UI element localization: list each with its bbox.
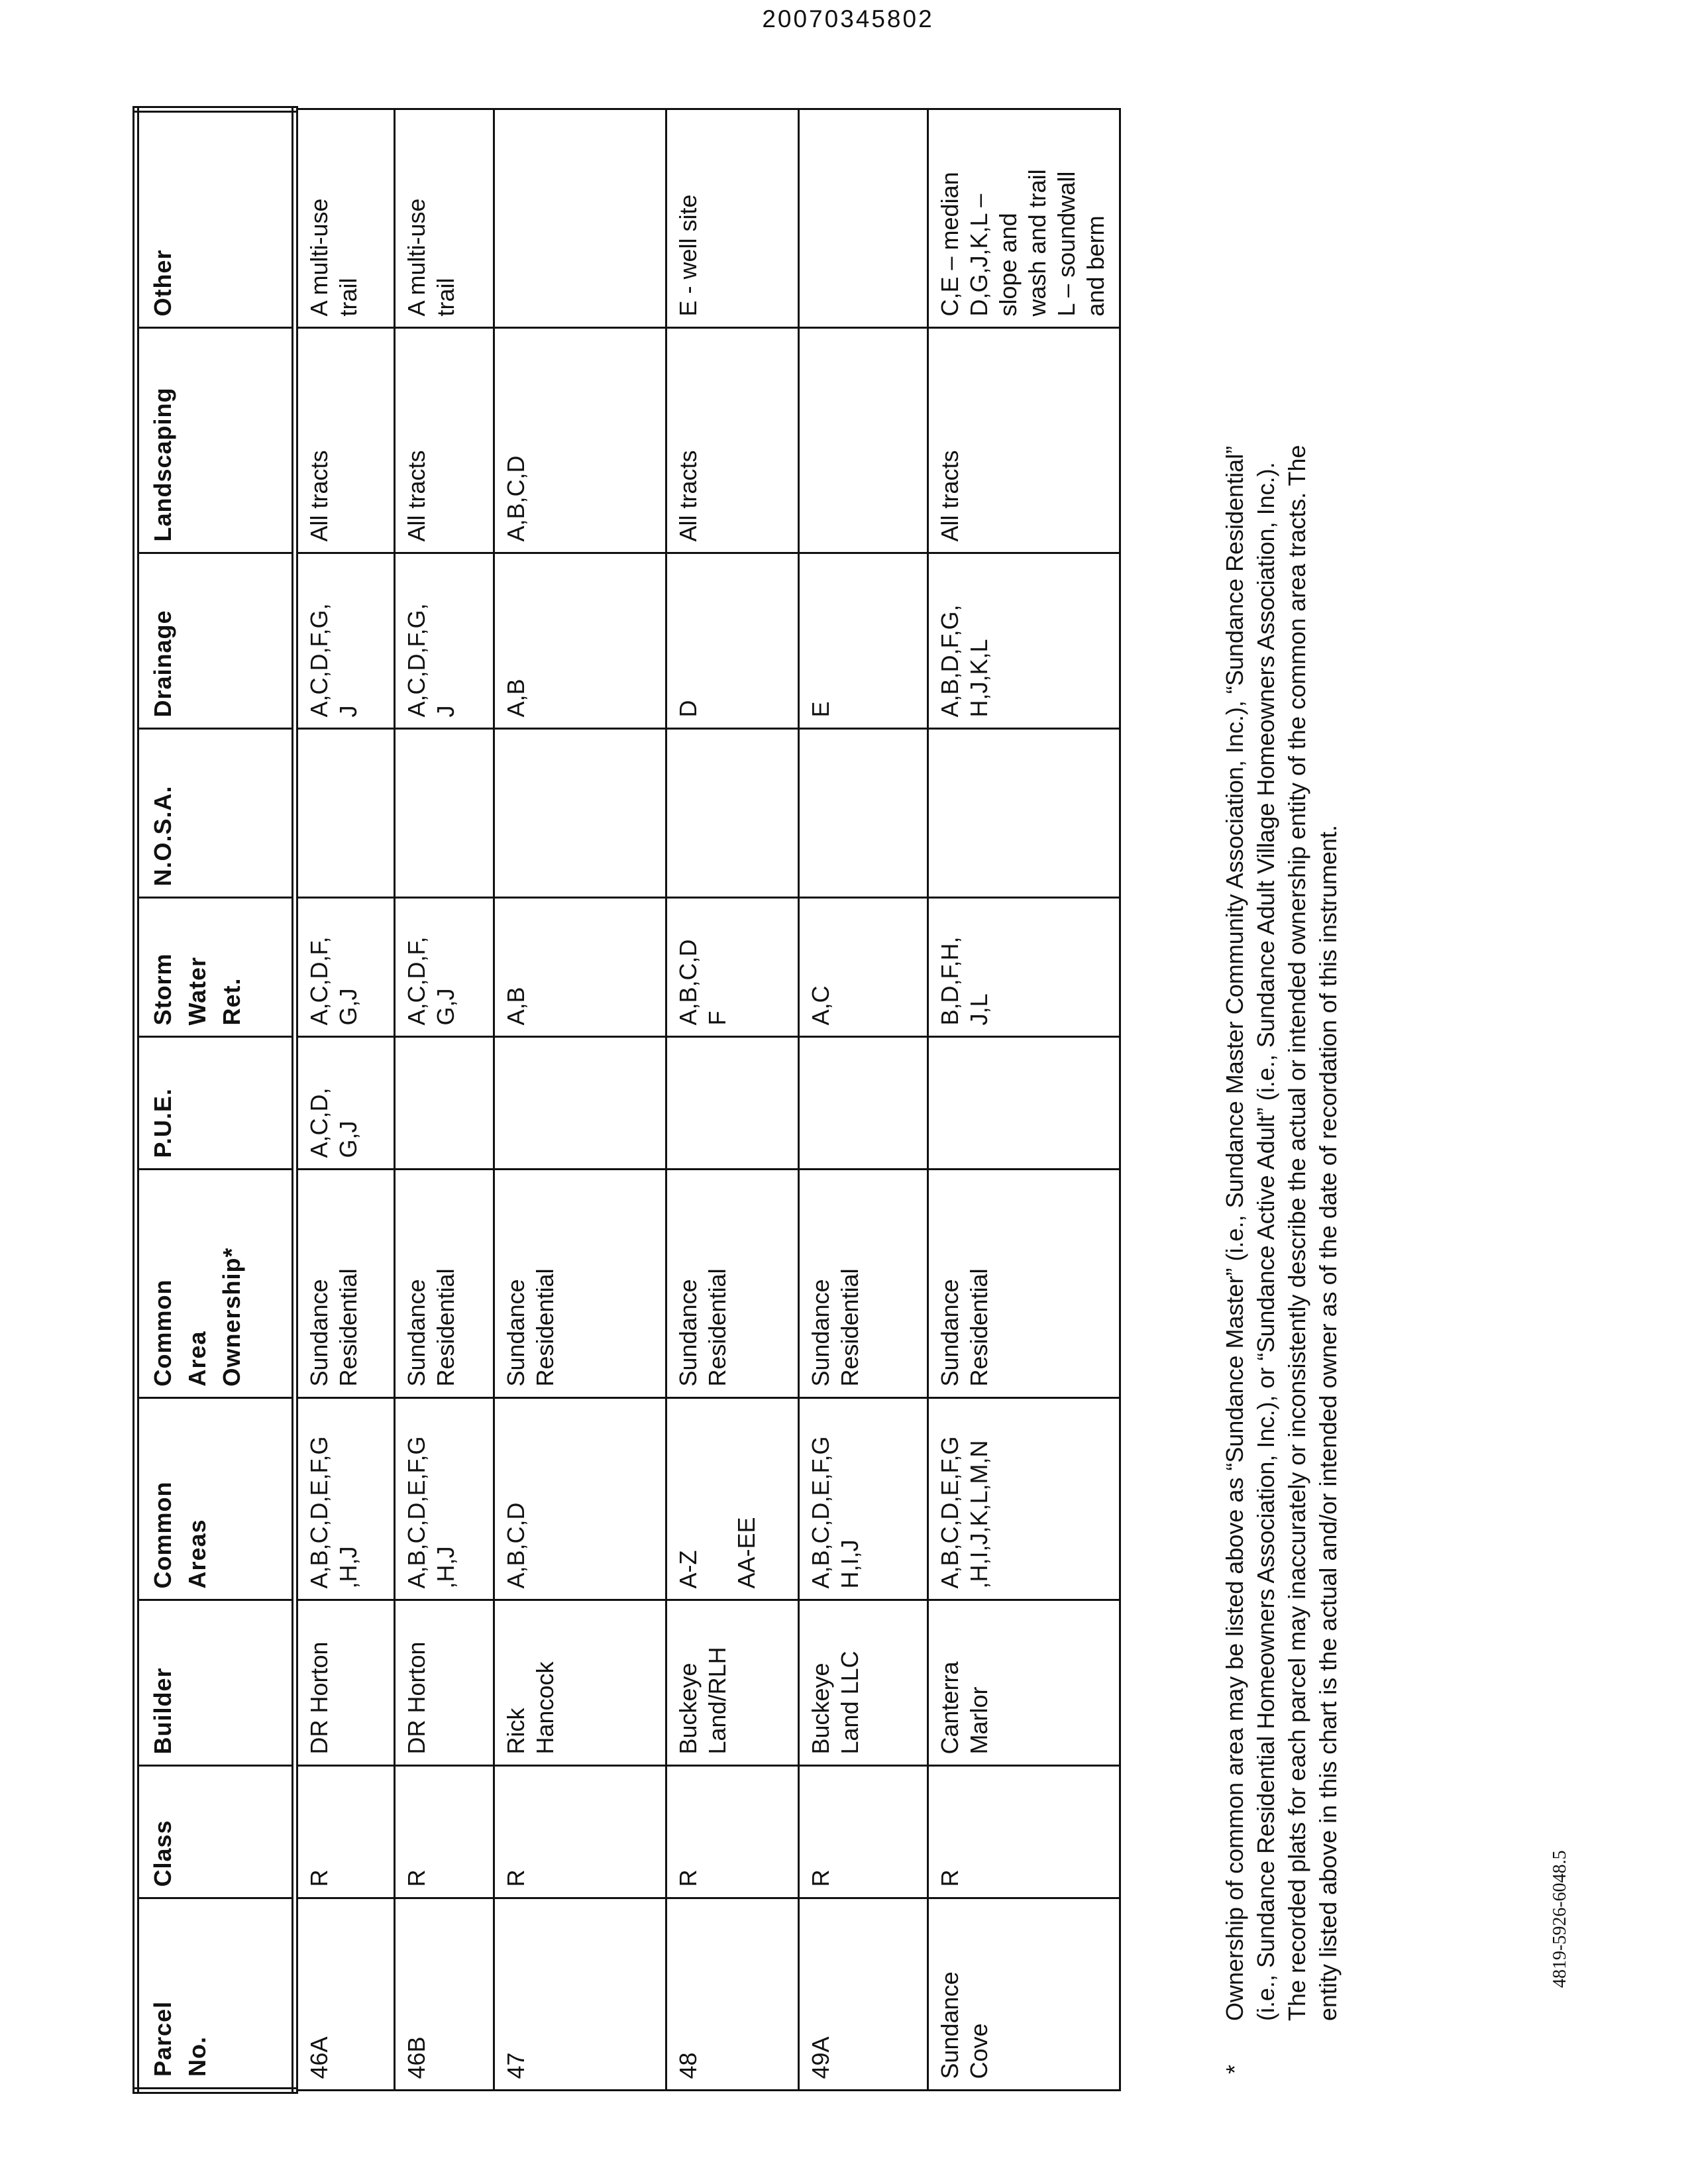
cell-text: R	[806, 1869, 834, 1887]
cell-landscaping	[666, 328, 798, 553]
cell-text: Sundance	[402, 1279, 430, 1387]
header-text: Landscaping	[149, 387, 176, 542]
header-common-areas	[136, 1398, 295, 1600]
cell-text: slope and	[994, 213, 1022, 317]
cell-text: L – soundwall	[1052, 171, 1080, 317]
header-text: Areas	[184, 1519, 211, 1589]
cell-landscaping	[494, 328, 666, 553]
cell-common-area-ownership	[798, 1170, 928, 1398]
cell-common-areas	[295, 1398, 394, 1600]
cell-text: Sundance	[502, 1279, 529, 1387]
cell-text: R	[502, 1869, 529, 1887]
cell-text: trail	[335, 278, 362, 317]
header-text: Parcel	[149, 2000, 176, 2077]
header-landscaping	[136, 328, 295, 553]
table-row	[494, 109, 666, 2091]
cell-text: A,B,D,F,G,	[935, 604, 963, 718]
cell-text: AA-EE	[732, 1517, 760, 1589]
cell-text: A multi-use	[402, 198, 430, 317]
cell-text: A,B	[502, 679, 529, 718]
cell-common-areas	[928, 1398, 1120, 1600]
cell-storm-water-ret	[394, 898, 494, 1037]
cell-text: G,J	[431, 988, 459, 1026]
cell-text: ,H,J	[431, 1546, 459, 1589]
cell-other	[295, 109, 394, 328]
cell-text: ,H,I,J,K,L,M,N	[965, 1440, 992, 1589]
cell-parcel-no	[295, 1898, 394, 2091]
cell-drainage	[928, 553, 1120, 729]
footnote-marker: *	[1221, 2064, 1248, 2074]
header-text: Other	[149, 249, 176, 317]
cell-text: 49A	[806, 2036, 834, 2079]
table-row	[798, 109, 928, 2091]
cell-text: Sundance	[674, 1279, 702, 1387]
cell-class	[666, 1766, 798, 1898]
cell-common-areas	[798, 1398, 928, 1600]
header-pue	[136, 1037, 295, 1170]
header-other	[136, 109, 295, 328]
cell-text: A,B,C,D,E,F,G	[935, 1436, 963, 1589]
cell-text: A,C,D,	[305, 1087, 333, 1158]
footnote-line: The recorded plats for each parcel may inaccurately or inconsistently describe the actual or intended ownership entity of the common area tracts. The	[1283, 445, 1310, 2021]
cell-text: D,G,J,K,L –	[965, 193, 992, 317]
cell-builder	[666, 1600, 798, 1766]
cell-common-areas	[494, 1398, 666, 1600]
cell-text: Residential	[835, 1268, 863, 1387]
cell-text: R	[305, 1869, 333, 1887]
table-row	[666, 109, 798, 2091]
cell-parcel-no	[494, 1898, 666, 2091]
cell-text: A,C,D,F,	[402, 936, 430, 1026]
parcel-table	[132, 106, 1121, 2094]
cell-text: 47	[502, 2052, 529, 2079]
cell-common-areas	[666, 1398, 798, 1600]
cell-text: Cove	[965, 2023, 992, 2079]
cell-text: Hancock	[531, 1661, 558, 1755]
cell-text: H,I,J	[835, 1539, 863, 1589]
cell-text: Sundance	[806, 1279, 834, 1387]
cell-text: Canterra	[935, 1661, 963, 1755]
cell-parcel-no	[394, 1898, 494, 2091]
cell-drainage	[295, 553, 394, 729]
cell-parcel-no	[928, 1898, 1120, 2091]
header-parcel-no	[136, 1898, 295, 2091]
cell-other	[928, 109, 1120, 328]
cell-nosa	[295, 729, 394, 898]
cell-nosa	[666, 729, 798, 898]
cell-other	[494, 109, 666, 328]
cell-landscaping	[394, 328, 494, 553]
header-text: N.O.S.A.	[149, 785, 176, 887]
cell-text: R	[674, 1869, 702, 1887]
table-row	[928, 109, 1120, 2091]
cell-text: J,L	[965, 993, 992, 1026]
cell-text: Land LLC	[835, 1651, 863, 1755]
cell-builder	[798, 1600, 928, 1766]
header-text: Ownership*	[218, 1247, 245, 1387]
cell-text: Sundance	[305, 1279, 333, 1387]
cell-text: A-Z	[674, 1550, 702, 1589]
cell-storm-water-ret	[666, 898, 798, 1037]
cell-storm-water-ret	[798, 898, 928, 1037]
cell-drainage	[666, 553, 798, 729]
cell-text: A,B	[502, 987, 529, 1026]
header-common-area-ownership	[136, 1170, 295, 1398]
cell-text: F	[703, 1010, 731, 1026]
header-nosa	[136, 729, 295, 898]
footnote-text	[1219, 166, 1344, 2021]
cell-text: 48	[674, 2052, 702, 2079]
cell-drainage	[798, 553, 928, 729]
cell-common-area-ownership	[666, 1170, 798, 1398]
cell-text: Residential	[531, 1268, 558, 1387]
cell-class	[798, 1766, 928, 1898]
cell-common-areas	[394, 1398, 494, 1600]
cell-common-area-ownership	[394, 1170, 494, 1398]
cell-text: All tracts	[305, 450, 333, 542]
cell-text: Rick	[502, 1708, 529, 1755]
cell-text: J	[335, 705, 362, 718]
cell-class	[928, 1766, 1120, 1898]
cell-landscaping	[798, 328, 928, 553]
cell-common-area-ownership	[928, 1170, 1120, 1398]
cell-parcel-no	[666, 1898, 798, 2091]
cell-common-area-ownership	[494, 1170, 666, 1398]
cell-text: Sundance	[935, 1971, 963, 2079]
cell-text: B,D,F,H,	[935, 936, 963, 1026]
cell-pue	[928, 1037, 1120, 1170]
cell-builder	[295, 1600, 394, 1766]
cell-landscaping	[928, 328, 1120, 553]
header-text: Drainage	[149, 610, 176, 718]
cell-text: R	[402, 1869, 430, 1887]
cell-text: A,C	[806, 985, 834, 1026]
header-text: Common	[149, 1481, 176, 1589]
cell-text: Marlor	[965, 1686, 992, 1755]
cell-text: Buckeye	[806, 1663, 834, 1755]
cell-builder	[394, 1600, 494, 1766]
rotated-page	[132, 73, 1391, 2094]
cell-spacer	[703, 1410, 732, 1589]
cell-pue	[666, 1037, 798, 1170]
header-text: Common	[149, 1279, 176, 1387]
cell-text: C,E – median	[935, 172, 963, 317]
table-row	[295, 109, 394, 2091]
cell-text: G,J	[335, 1120, 362, 1158]
cell-text: A,B,C,D	[502, 1502, 529, 1589]
parcel-table-wrap	[132, 106, 1121, 2094]
cell-pue	[494, 1037, 666, 1170]
cell-text: A,B,C,D,E,F,G	[402, 1436, 430, 1589]
header-builder	[136, 1600, 295, 1766]
cell-other	[798, 109, 928, 328]
cell-pue	[394, 1037, 494, 1170]
cell-text: Land/RLH	[703, 1647, 731, 1755]
cell-text: R	[935, 1869, 963, 1887]
cell-pue	[798, 1037, 928, 1170]
table-body	[295, 109, 1120, 2091]
cell-class	[494, 1766, 666, 1898]
cell-nosa	[928, 729, 1120, 898]
cell-drainage	[394, 553, 494, 729]
header-text: Storm	[149, 953, 176, 1026]
cell-other	[394, 109, 494, 328]
cell-other	[666, 109, 798, 328]
header-storm-water-ret	[136, 898, 295, 1037]
cell-text: E	[806, 701, 834, 718]
cell-text: A,B,C,D,E,F,G	[305, 1436, 333, 1589]
cell-class	[394, 1766, 494, 1898]
cell-pue	[295, 1037, 394, 1170]
cell-text: All tracts	[674, 450, 702, 542]
cell-text: 46A	[305, 2036, 333, 2079]
table-header-row	[136, 109, 295, 2091]
header-text: Builder	[149, 1667, 176, 1755]
cell-text: A multi-use	[305, 198, 333, 317]
header-text: Water	[184, 956, 211, 1026]
header-drainage	[136, 553, 295, 729]
cell-text: D	[674, 700, 702, 718]
cell-text: Buckeye	[674, 1663, 702, 1755]
cell-text: ,H,J	[335, 1546, 362, 1589]
header-text: P.U.E.	[149, 1088, 176, 1158]
cell-text: Residential	[431, 1268, 459, 1387]
cell-text: H,J,K,L	[965, 639, 992, 718]
cell-storm-water-ret	[928, 898, 1120, 1037]
cell-text: A,B,C,D,E,F,G	[806, 1436, 834, 1589]
footnote-line: entity listed above in this chart is the actual and/or intended owner as of the date of recordation of this instrument.	[1314, 824, 1342, 2021]
cell-builder	[494, 1600, 666, 1766]
cell-nosa	[798, 729, 928, 898]
cell-landscaping	[295, 328, 394, 553]
cell-text: DR Horton	[305, 1641, 333, 1755]
header-text: Class	[149, 1820, 176, 1887]
cell-text: Sundance	[935, 1279, 963, 1387]
cell-common-area-ownership	[295, 1170, 394, 1398]
cell-text: A,B,C,D	[674, 939, 702, 1026]
cell-drainage	[494, 553, 666, 729]
cell-text: trail	[431, 278, 459, 317]
cell-class	[295, 1766, 394, 1898]
cell-text: All tracts	[935, 450, 963, 542]
cell-text: A,C,D,F,G,	[305, 603, 333, 718]
footnote-line: Ownership of common area may be listed above as “Sundance Master” (i.e., Sundance Master Community Association, Inc.), “Sundance Residential”	[1221, 445, 1248, 2021]
header-text: Ret.	[218, 977, 245, 1026]
cell-nosa	[394, 729, 494, 898]
cell-text: A,C,D,F,	[305, 936, 333, 1026]
cell-text: All tracts	[402, 450, 430, 542]
cell-text: A,C,D,F,G,	[402, 603, 430, 718]
cell-text: E - well site	[674, 194, 702, 317]
header-text: Area	[184, 1331, 211, 1387]
cell-text: Residential	[965, 1268, 992, 1387]
cell-text: A,B,C,D	[502, 455, 529, 542]
cell-text: DR Horton	[402, 1641, 430, 1755]
cell-parcel-no	[798, 1898, 928, 2091]
cell-text: 46B	[402, 2036, 430, 2079]
cell-text: wash and trail	[1023, 169, 1051, 317]
header-class	[136, 1766, 295, 1898]
cell-text: Residential	[335, 1268, 362, 1387]
cell-storm-water-ret	[494, 898, 666, 1037]
document-code: 4819-5926-6048.5	[1550, 1850, 1570, 1988]
cell-builder	[928, 1600, 1120, 1766]
document-number: 20070345802	[762, 5, 934, 32]
cell-text: and berm	[1081, 215, 1109, 317]
cell-storm-water-ret	[295, 898, 394, 1037]
cell-nosa	[494, 729, 666, 898]
cell-text: Residential	[703, 1268, 731, 1387]
cell-text: J	[431, 705, 459, 718]
footnote-line: (i.e., Sundance Residential Homeowners Association, Inc.), or “Sundance Active Adult” (i.e., Sundance Adult Village Homeowners Association, Inc.).	[1252, 462, 1279, 2021]
header-text: No.	[184, 2036, 211, 2077]
cell-text: G,J	[335, 988, 362, 1026]
table-row	[394, 109, 494, 2091]
